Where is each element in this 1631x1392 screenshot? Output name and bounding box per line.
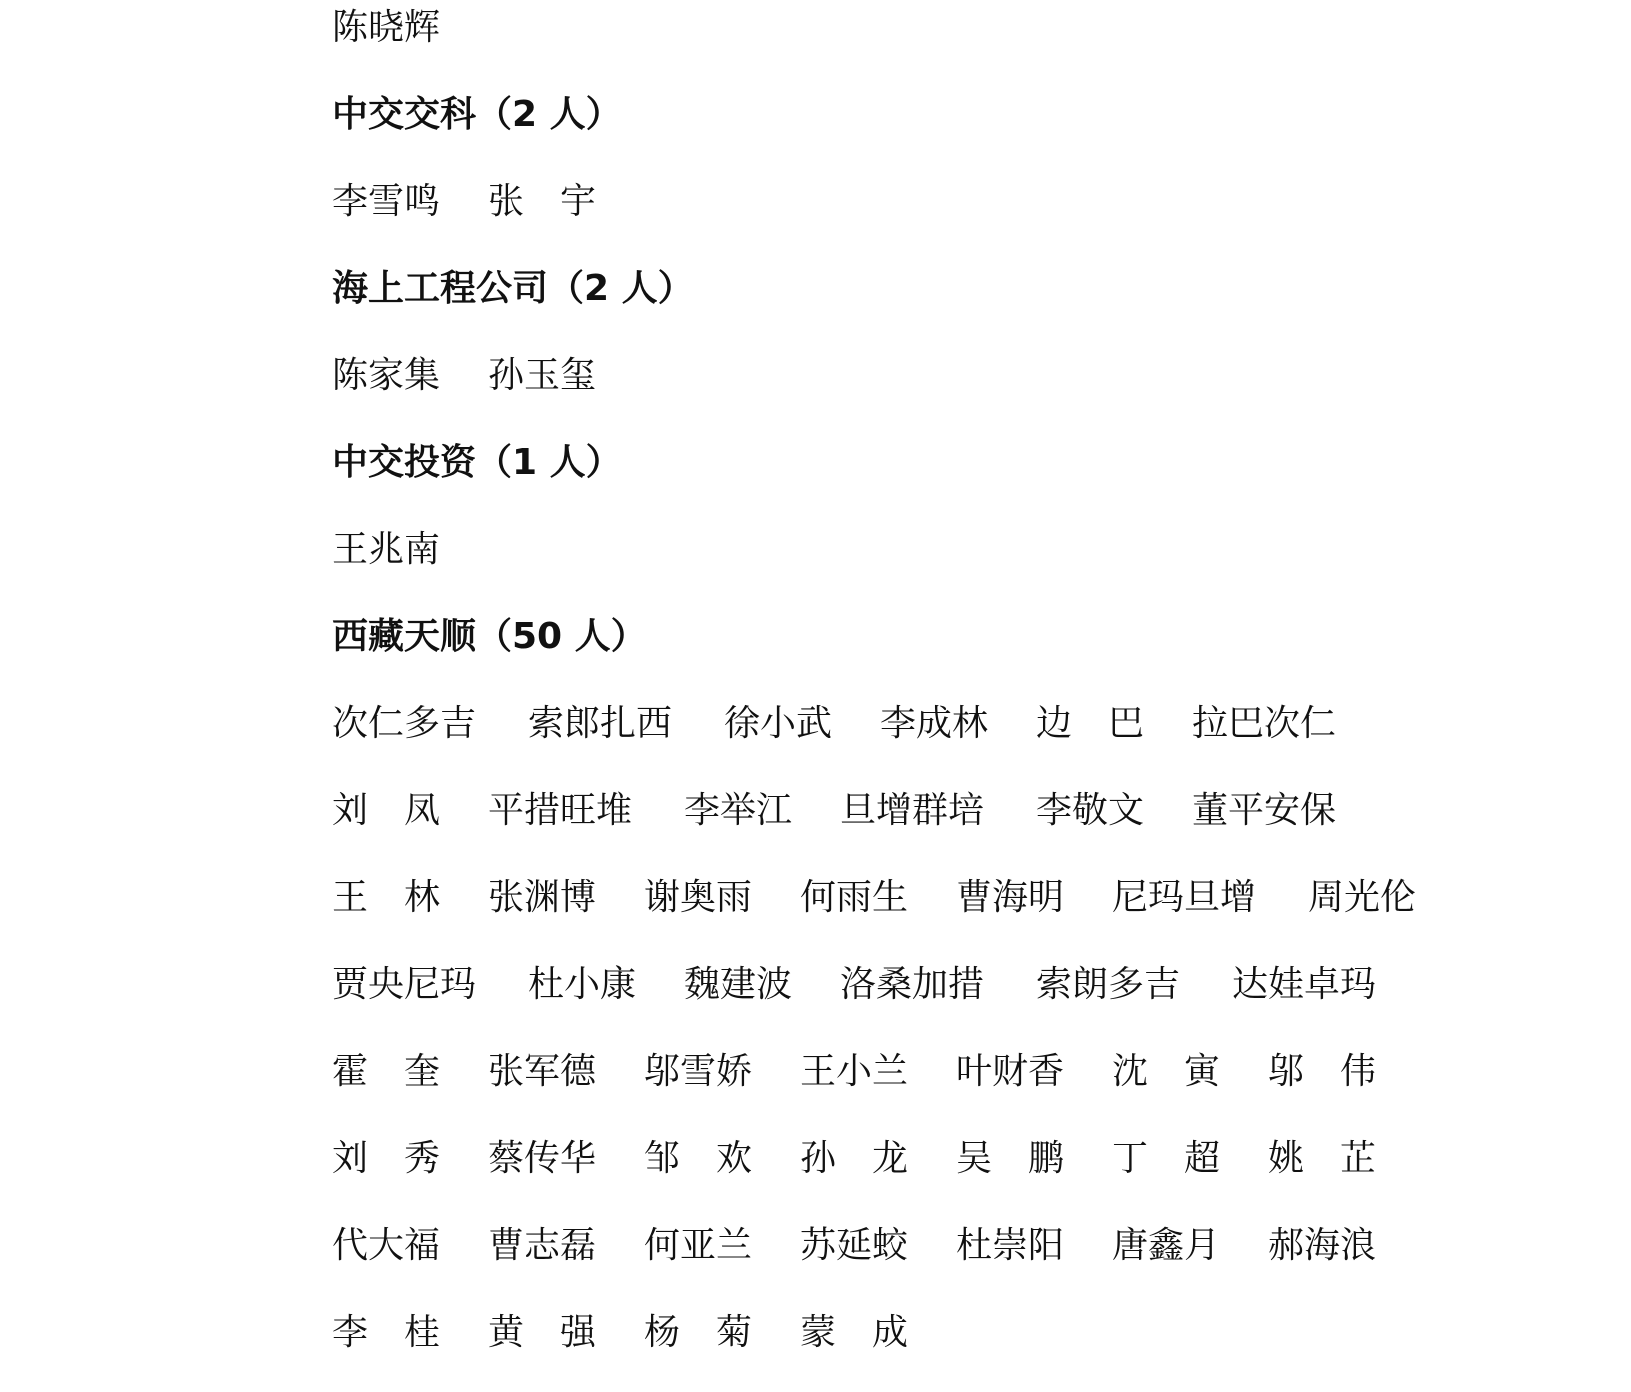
name-row	[332, 957, 1592, 1044]
person-name: 邬雪娇	[644, 1051, 753, 1092]
person-name: 孙玉玺	[488, 355, 597, 396]
person-name: 苏延蛟	[800, 1225, 909, 1266]
person-name: 蔡传华	[488, 1138, 597, 1179]
person-name: 吴 鹏	[956, 1138, 1065, 1179]
name-row	[332, 174, 1592, 261]
person-name: 周光伦	[1308, 877, 1417, 918]
person-name: 次仁多吉	[332, 703, 477, 744]
person-name: 邬 伟	[1268, 1051, 1377, 1092]
person-name: 谢奥雨	[644, 877, 753, 918]
person-name: 索朗多吉	[1036, 964, 1181, 1005]
person-name: 叶财香	[956, 1051, 1065, 1092]
person-name: 王 林	[332, 877, 441, 918]
person-name: 刘 凤	[332, 790, 441, 831]
name-row	[332, 348, 1592, 435]
person-name: 黄 强	[488, 1312, 597, 1353]
person-name: 唐鑫月	[1112, 1225, 1221, 1266]
person-name: 郝海浪	[1268, 1225, 1377, 1266]
person-name: 魏建波	[684, 964, 793, 1005]
person-name: 沈 寅	[1112, 1051, 1221, 1092]
person-name: 张 宇	[488, 181, 597, 222]
person-name: 孙 龙	[800, 1138, 909, 1179]
person-name: 姚 芷	[1268, 1138, 1377, 1179]
person-name: 蒙 成	[800, 1312, 909, 1353]
person-name: 曹海明	[956, 877, 1065, 918]
section-heading: 中交交科（2 人）	[332, 94, 622, 135]
person-name: 丁 超	[1112, 1138, 1221, 1179]
person-name: 李成林	[880, 703, 989, 744]
person-name: 陈家集	[332, 355, 441, 396]
person-name: 洛桑加措	[840, 964, 985, 1005]
person-name: 王兆南	[332, 529, 441, 570]
person-name: 张军德	[488, 1051, 597, 1092]
person-name: 陈晓辉	[332, 7, 441, 48]
person-name: 张渊博	[488, 877, 597, 918]
person-name: 拉巴次仁	[1192, 703, 1337, 744]
person-name: 边 巴	[1036, 703, 1145, 744]
section-heading: 西藏天顺（50 人）	[332, 616, 647, 657]
person-name: 霍 奎	[332, 1051, 441, 1092]
name-row	[332, 1044, 1592, 1131]
person-name: 何雨生	[800, 877, 909, 918]
section-heading: 海上工程公司（2 人）	[332, 268, 694, 309]
person-name: 索郎扎西	[528, 703, 673, 744]
person-name: 曹志磊	[488, 1225, 597, 1266]
person-name: 刘 秀	[332, 1138, 441, 1179]
person-name: 达娃卓玛	[1232, 964, 1377, 1005]
name-row	[332, 783, 1592, 870]
person-name: 李举江	[684, 790, 793, 831]
section-heading: 中交投资（1 人）	[332, 442, 622, 483]
person-name: 尼玛旦增	[1112, 877, 1257, 918]
person-name: 杨 菊	[644, 1312, 753, 1353]
person-name: 杜崇阳	[956, 1225, 1065, 1266]
name-row	[332, 696, 1592, 783]
person-name: 李雪鸣	[332, 181, 441, 222]
name-row	[332, 522, 1592, 609]
person-name: 贾央尼玛	[332, 964, 477, 1005]
document-page	[332, 0, 1592, 1392]
person-name: 董平安保	[1192, 790, 1337, 831]
name-row	[332, 0, 1592, 87]
person-name: 王小兰	[800, 1051, 909, 1092]
person-name: 邹 欢	[644, 1138, 753, 1179]
person-name: 徐小武	[724, 703, 833, 744]
name-row	[332, 870, 1592, 957]
name-row	[332, 1218, 1592, 1305]
person-name: 何亚兰	[644, 1225, 753, 1266]
name-row	[332, 1131, 1592, 1218]
person-name: 平措旺堆	[488, 790, 633, 831]
person-name: 李敬文	[1036, 790, 1145, 831]
person-name: 旦增群培	[840, 790, 985, 831]
name-row	[332, 1305, 1592, 1392]
person-name: 李 桂	[332, 1312, 441, 1353]
person-name: 杜小康	[528, 964, 637, 1005]
person-name: 代大福	[332, 1225, 441, 1266]
